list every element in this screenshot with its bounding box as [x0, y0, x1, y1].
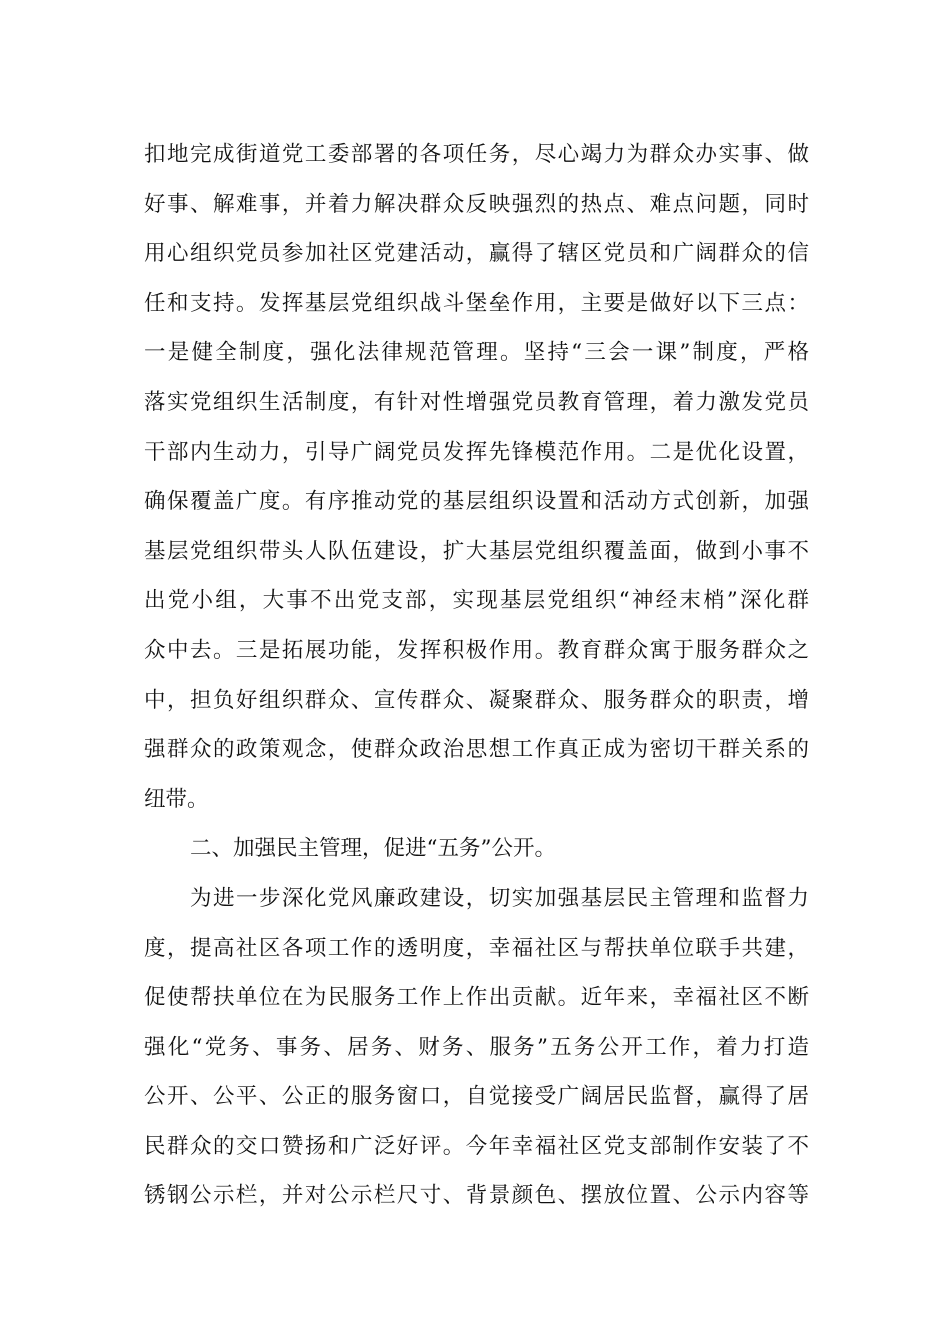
paragraph-first-line: 为进一步深化党风廉政建设，切实加强基层民主管理和监督力 [190, 885, 809, 911]
body-text-line: 落实党组织生活制度，有针对性增强党员教育管理，着力激发党员 [144, 389, 809, 415]
body-text-line: 任和支持。发挥基层党组织战斗堡垒作用，主要是做好以下三点： [144, 290, 809, 316]
body-text-line: 民群众的交口赞扬和广泛好评。今年幸福社区党支部制作安装了不 [144, 1133, 809, 1159]
body-text-line: 强群众的政策观念，使群众政治思想工作真正成为密切干群关系的 [144, 737, 809, 763]
document-body [144, 130, 809, 1221]
body-text-line: 好事、解难事，并着力解决群众反映强烈的热点、难点问题，同时 [144, 191, 809, 217]
body-text-line: 中，担负好组织群众、宣传群众、凝聚群众、服务群众的职责，增 [144, 687, 809, 713]
body-text-line: 锈钢公示栏，并对公示栏尺寸、背景颜色、摆放位置、公示内容等 [144, 1183, 809, 1209]
body-text-line: 公开、公平、公正的服务窗口，自觉接受广阔居民监督，赢得了居 [144, 1084, 809, 1110]
body-text-line: 基层党组织带头人队伍建设，扩大基层党组织覆盖面，做到小事不 [144, 538, 809, 564]
section-heading: 二、加强民主管理，促进“五务”公开。 [190, 836, 556, 862]
body-text-line: 出党小组，大事不出党支部，实现基层党组织“神经末梢”深化群 [144, 588, 809, 614]
body-text-line: 干部内生动力，引导广阔党员发挥先锋模范作用。二是优化设置， [144, 439, 809, 465]
body-text-line: 众中去。三是拓展功能，发挥积极作用。教育群众寓于服务群众之 [144, 637, 809, 663]
body-text-line: 扣地完成街道党工委部署的各项任务，尽心竭力为群众办实事、做 [144, 142, 809, 167]
body-text-line: 强化“党务、事务、居务、财务、服务”五务公开工作，着力打造 [144, 1034, 809, 1060]
body-text-line: 度，提高社区各项工作的透明度，幸福社区与帮扶单位联手共建， [144, 935, 809, 961]
body-text-line: 确保覆盖广度。有序推动党的基层组织设置和活动方式创新，加强 [144, 489, 809, 515]
body-text-line: 一是健全制度，强化法律规范管理。坚持“三会一课”制度，严格 [144, 340, 809, 366]
paragraph-end-line: 纽带。 [144, 786, 209, 812]
body-text-line: 用心组织党员参加社区党建活动，赢得了辖区党员和广阔群众的信 [144, 241, 809, 267]
body-text-line: 促使帮扶单位在为民服务工作上作出贡献。近年来，幸福社区不断 [144, 985, 809, 1011]
